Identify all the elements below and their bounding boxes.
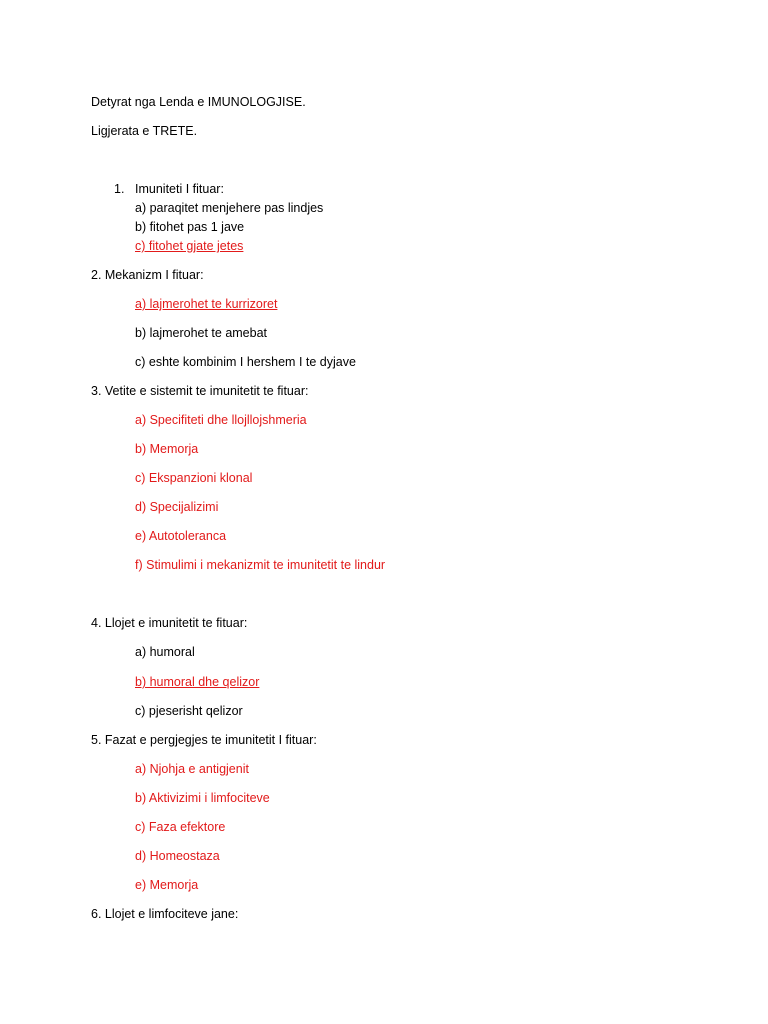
q4-option-a: a) humoral [135, 645, 195, 659]
q3-option-f-answer: f) Stimulimi i mekanizmit te imunitetit te lindur [135, 558, 386, 572]
q2-text: 2. Mekanizm I fituar: [91, 268, 204, 282]
q5-option-b-answer: b) Aktivizimi i limfociteve [135, 791, 270, 805]
q6-text: 6. Llojet e limfociteve jane: [91, 907, 239, 921]
q1-option-b: b) fitohet pas 1 jave [135, 220, 245, 234]
q2-option-a-answer: a) lajmerohet te kurrizoret [135, 297, 278, 311]
q1-number: 1. [114, 182, 125, 196]
q5-option-d-answer: d) Homeostaza [135, 849, 220, 863]
q1-option-c-answer: c) fitohet gjate jetes [135, 239, 244, 253]
q2-option-b: b) lajmerohet te amebat [135, 326, 268, 340]
document-subtitle: Ligjerata e TRETE. [91, 124, 198, 138]
q3-option-a-answer: a) Specifiteti dhe llojllojshmeria [135, 413, 307, 427]
q5-option-c-answer: c) Faza efektore [135, 820, 226, 834]
q3-option-c-answer: c) Ekspanzioni klonal [135, 471, 253, 485]
q5-option-a-answer: a) Njohja e antigjenit [135, 762, 249, 776]
q3-text: 3. Vetite e sistemit te imunitetit te fituar: [91, 384, 309, 398]
q4-text: 4. Llojet e imunitetit te fituar: [91, 616, 248, 630]
q1-option-a: a) paraqitet menjehere pas lindjes [135, 201, 324, 215]
q2-option-c: c) eshte kombinim I hershem I te dyjave [135, 355, 356, 369]
q1-text: Imuniteti I fituar: [135, 182, 224, 196]
q4-option-b-answer: b) humoral dhe qelizor [135, 675, 260, 689]
q4-option-c: c) pjeserisht qelizor [135, 704, 243, 718]
q5-option-e-answer: e) Memorja [135, 878, 199, 892]
document-title: Detyrat nga Lenda e IMUNOLOGJISE. [91, 95, 306, 109]
q3-option-e-answer: e) Autotoleranca [135, 529, 227, 543]
q3-option-d-answer: d) Specijalizimi [135, 500, 219, 514]
q3-option-b-answer: b) Memorja [135, 442, 199, 456]
q5-text: 5. Fazat e pergjegjes te imunitetit I fituar: [91, 733, 317, 747]
